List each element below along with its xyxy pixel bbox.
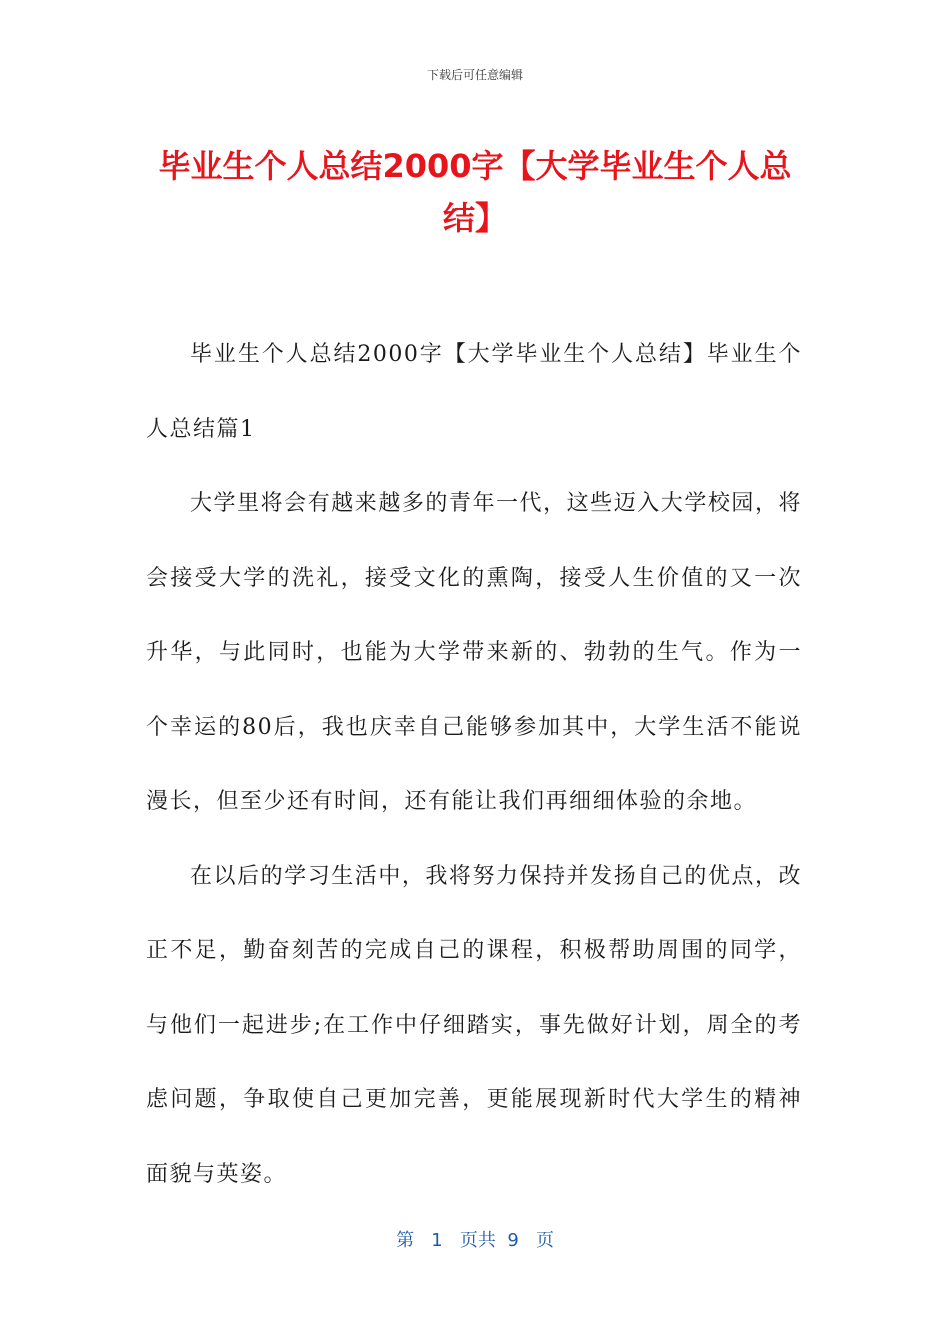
paragraph-3: 在以后的学习生活中，我将努力保持并发扬自己的优点，改正不足，勤奋刻苦的完成自己的课程，积极帮助周围的同学，与他们一起进步;在工作中仔细踏实，事先做好计划，周全的考虑问题，争取使自己更加完善，更能展现新时代大学生的精神面貌与英姿。	[146, 863, 802, 1187]
footer-current-page: 1	[431, 1230, 443, 1251]
page-footer	[0, 1226, 950, 1252]
header-note: 下载后可任意编辑	[426, 68, 523, 82]
footer-middle: 页共	[459, 1230, 496, 1251]
document-body	[146, 318, 802, 1212]
footer-total-pages: 9	[507, 1230, 519, 1251]
document-title: 毕业生个人总结2000字【大学毕业生个人总结】	[158, 147, 792, 237]
paragraph-1: 毕业生个人总结2000字【大学毕业生个人总结】毕业生个人总结篇1	[146, 342, 802, 442]
footer-suffix: 页	[535, 1230, 554, 1251]
footer-prefix: 第	[396, 1230, 415, 1251]
paragraph-2: 大学里将会有越来越多的青年一代，这些迈入大学校园，将会接受大学的洗礼，接受文化的熏陶，接受人生价值的又一次升华，与此同时，也能为大学带来新的、勃勃的生气。作为一个幸运的80后，我也庆幸自己能够参加其中，大学生活不能说漫长，但至少还有时间，还有能让我们再细细体验的余地。	[146, 491, 802, 814]
